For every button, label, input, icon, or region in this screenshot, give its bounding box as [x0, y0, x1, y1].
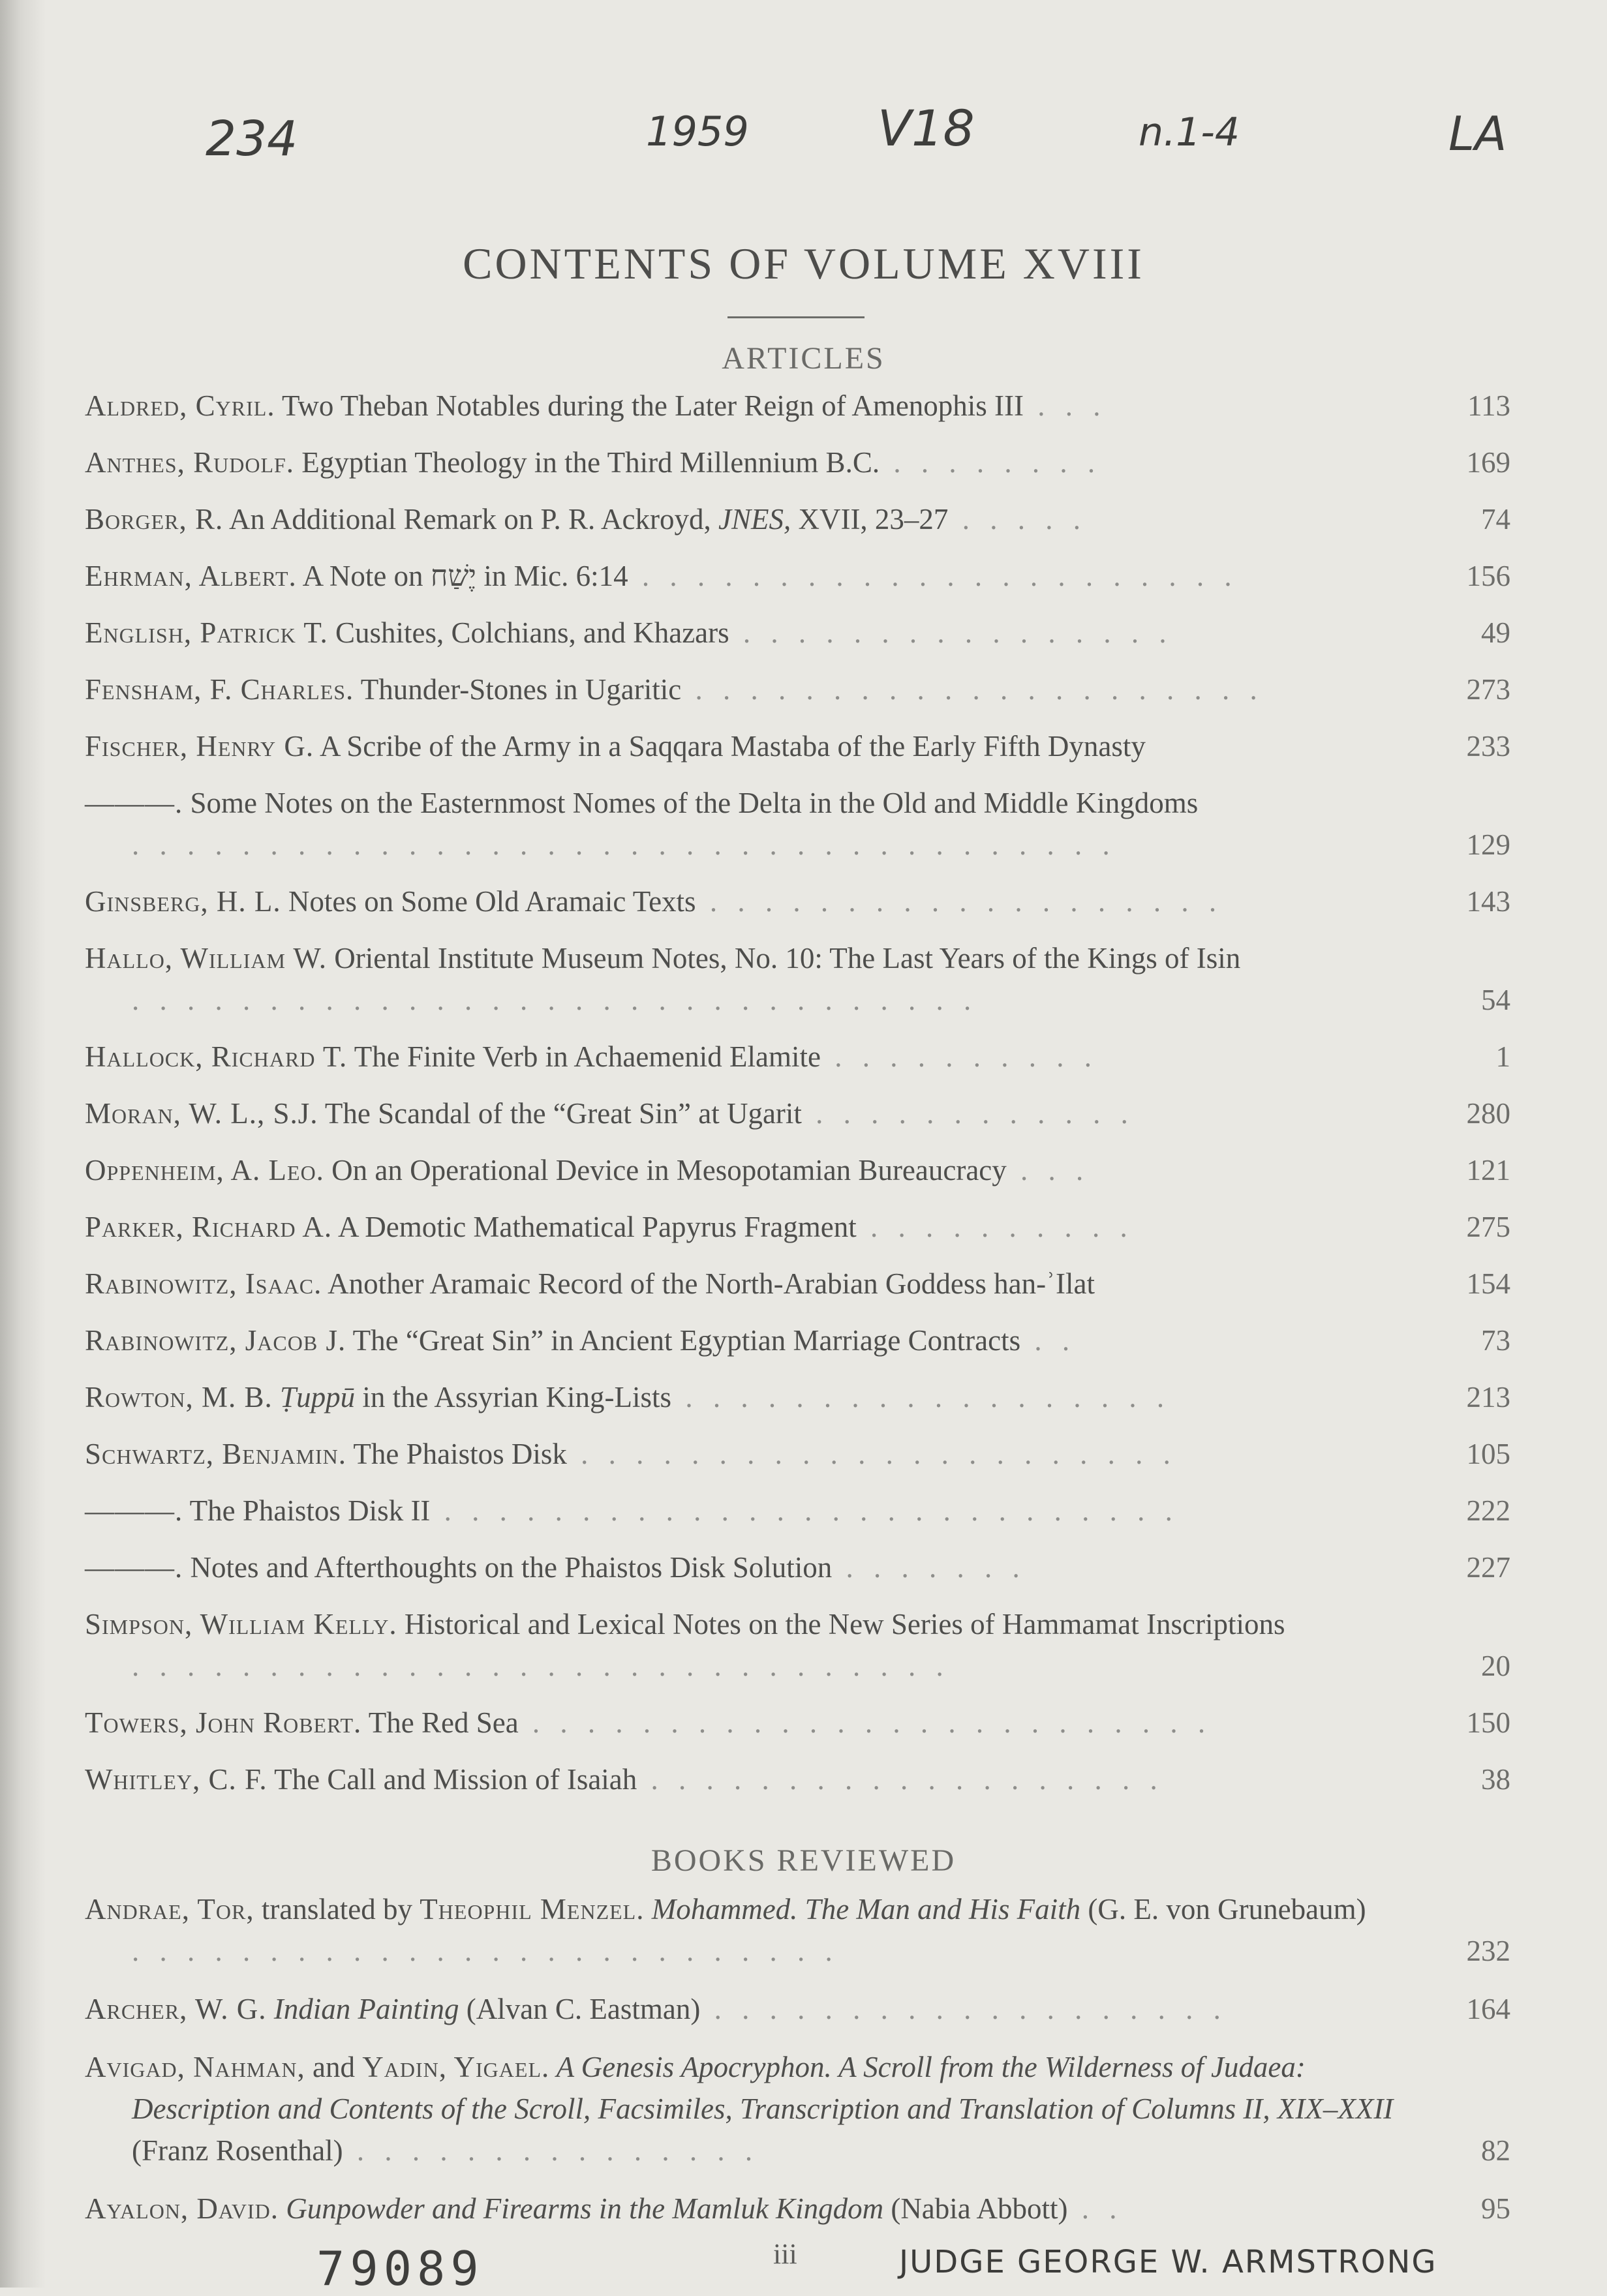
leader-dots: . . . [1024, 389, 1107, 422]
book-entry [85, 1888, 1510, 1972]
entry-author: Schwartz, Benjamin. [85, 1438, 346, 1470]
entry-author: Archer, W. G. [85, 1993, 267, 2025]
article-entry [85, 498, 1510, 540]
leader-dots: . . . . . . . . . . . . . . . . . . . . . . . . . [518, 1706, 1212, 1739]
leader-dots: . . . . . . . . . . . . . . . . . . [671, 1381, 1171, 1413]
entry-title: The Red Sea [361, 1706, 519, 1739]
entry-page: 143 [1466, 885, 1510, 918]
entry-title-part: in the Assyrian King-Lists [355, 1381, 672, 1413]
entry-author: Rabinowitz, Isaac. [85, 1267, 322, 1300]
entry-title: Historical and Lexical Notes on the New Series of Hammamat Inscriptions [397, 1608, 1285, 1640]
book-title: Mohammed. The Man and His Faith [644, 1893, 1081, 1926]
leader-dots: . . [1067, 2192, 1124, 2225]
entry-page: 169 [1466, 446, 1510, 479]
leader-dots: . . . [1006, 1154, 1090, 1186]
entry-title: Some Notes on the Easternmost Nomes of the Delta in the Old and Middle Kingdoms [183, 787, 1199, 819]
entry-title: Another Aramaic Record of the North-Arabian Goddess han-ʾIlat [322, 1267, 1095, 1300]
entry-page: 113 [1467, 389, 1510, 422]
entry-page: 129 [1466, 828, 1510, 861]
leader-dots: . . . . . . . . . . . . . . . . . . . [696, 885, 1223, 918]
leader-dots: . . . . . . . . . . . . . . . . . . . . . . [628, 560, 1238, 592]
entry-page: 54 [1481, 984, 1510, 1016]
page-number: iii [773, 2238, 797, 2270]
article-entry [85, 1702, 1510, 1744]
article-entry [85, 555, 1510, 597]
entry-title: Notes on Some Old Aramaic Texts [281, 885, 696, 918]
entry-author: Hallock, Richard T. [85, 1040, 348, 1073]
entry-author: Ehrman, Albert. [85, 560, 297, 592]
entry-page: 82 [1481, 2134, 1510, 2167]
entry-title: On an Operational Device in Mesopotamian Bureaucracy [324, 1154, 1007, 1186]
entry-page: 280 [1466, 1097, 1510, 1130]
article-entry [85, 669, 1510, 710]
entry-author: Rabinowitz, Jacob J. [85, 1324, 346, 1357]
entry-connector: translated by [254, 1893, 420, 1926]
book-entry [85, 2046, 1510, 2171]
book-entry [85, 1988, 1510, 2030]
entry-title: A Note on יֶשַׁח in Mic. 6:14 [296, 560, 628, 592]
leader-dots: . . . . . . . . [880, 446, 1102, 479]
entry-author: Ayalon, David. [85, 2192, 279, 2225]
reviewer: (G. E. von Grunebaum) [1080, 1893, 1366, 1926]
leader-dots: . . . . . . . . . . . . . . . . . . . . . . . . . . . . . . [132, 1650, 950, 1682]
article-entry [85, 1759, 1510, 1800]
entry-page: 233 [1466, 730, 1510, 763]
handwritten-note: LA [1448, 106, 1507, 161]
entry-author: Anthes, Rudolf. [85, 446, 295, 479]
entry-title: Thunder-Stones in Ugaritic [354, 673, 682, 706]
article-entry [85, 385, 1510, 427]
entry-author: Aldred, Cyril. [85, 389, 275, 422]
entry-author: Hallo, William W. [85, 942, 327, 974]
entry-author: Fensham, F. Charles. [85, 673, 354, 706]
leader-dots: . . . . . . . . . . . . [801, 1097, 1135, 1130]
leader-dots: . . . . . . . . . . . . . . . . [729, 616, 1173, 649]
entry-author: ———. [85, 1551, 183, 1584]
entry-title-part: XVII, 23–27 [791, 503, 949, 536]
article-entry [85, 1263, 1510, 1305]
entry-author: Fischer, Henry G. [85, 730, 314, 763]
entry-page: 121 [1466, 1154, 1510, 1186]
article-entry [85, 881, 1510, 922]
article-entry [85, 1603, 1510, 1687]
leader-dots: . . . . . . . . . . [820, 1040, 1098, 1073]
leader-dots: . . . . . . . . . . . . . . . [343, 2134, 759, 2167]
entry-author: Rowton, M. B. [85, 1381, 273, 1413]
entry-connector: and [305, 2051, 363, 2083]
entry-page: 38 [1481, 1763, 1510, 1796]
title-divider [727, 316, 865, 318]
leader-dots: . . . . . . . . . . . . . . . . . . . [700, 1993, 1227, 2025]
entry-page: 156 [1466, 560, 1510, 592]
article-entry [85, 1490, 1510, 1532]
library-stamp: JUDGE GEORGE W. ARMSTRONG [899, 2244, 1437, 2280]
entry-author: Avigad, Nahman, [85, 2051, 305, 2083]
entry-page: 1 [1495, 1040, 1510, 1073]
entry-page: 105 [1466, 1438, 1510, 1470]
leader-dots: . . . . . . . . . . . . . . . . . . . . . . [566, 1438, 1177, 1470]
leader-dots: . . . . . . . . . . . . . . . . . . . . . . . . . . . [430, 1494, 1179, 1527]
entry-page: 74 [1481, 503, 1510, 536]
leader-dots: . . . . . . . . . . . . . . . . . . . [637, 1763, 1164, 1796]
entry-page: 222 [1466, 1494, 1510, 1527]
entry-author: Towers, John Robert. [85, 1706, 362, 1739]
handwritten-note: 234 [206, 111, 298, 167]
entry-title: Two Theban Notables during the Later Reign of Amenophis III [275, 389, 1024, 422]
entry-title: The Call and Mission of Isaiah [267, 1763, 637, 1796]
leader-dots: . . [1020, 1324, 1077, 1357]
book-title: Gunpowder and Firearms in the Mamluk Kingdom [279, 2192, 884, 2225]
leader-dots: . . . . . [948, 503, 1087, 536]
entry-title: A Scribe of the Army in a Saqqara Mastaba of the Early Fifth Dynasty [314, 730, 1146, 763]
entry-title-part: An Additional Remark on P. R. Ackroyd, [223, 503, 718, 536]
entry-page: 227 [1466, 1551, 1510, 1584]
book-entry [85, 2188, 1510, 2229]
entry-author: Simpson, William Kelly. [85, 1608, 397, 1640]
entry-title: The Scandal of the “Great Sin” at Ugarit [318, 1097, 802, 1130]
article-entry [85, 1433, 1510, 1475]
leader-dots: . . . . . . . . . . . . . . . . . . . . . . . . . . [132, 1935, 839, 1967]
entry-page: 273 [1466, 673, 1510, 706]
entry-page: 95 [1481, 2192, 1510, 2225]
article-entry [85, 1149, 1510, 1191]
entry-page: 154 [1466, 1267, 1510, 1300]
article-entry [85, 725, 1510, 767]
entry-title-italic: Ṭuppū [280, 1381, 356, 1413]
entry-title: Cushites, Colchians, and Khazars [328, 616, 729, 649]
entry-title-part [273, 1381, 280, 1413]
entry-page: 164 [1466, 1993, 1510, 2025]
entry-author: Andrae, Tor, [85, 1893, 254, 1926]
article-entry [85, 782, 1510, 866]
section-heading-books-reviewed: BOOKS REVIEWED [650, 1843, 957, 1878]
entry-author: Parker, Richard A. [85, 1211, 333, 1243]
leader-dots: . . . . . . . . . . [856, 1211, 1134, 1243]
entry-title: Notes and Afterthoughts on the Phaistos Disk Solution [183, 1551, 833, 1584]
article-entry [85, 1036, 1510, 1078]
handwritten-annotations [0, 0, 1607, 209]
handwritten-note: V18 [878, 99, 975, 157]
entry-author: English, Patrick T. [85, 616, 328, 649]
entry-author: Ginsberg, H. L. [85, 885, 281, 918]
entry-title: The Finite Verb in Achaemenid Elamite [347, 1040, 821, 1073]
entry-title: Egyptian Theology in the Third Millennium B.C. [294, 446, 880, 479]
journal-abbreviation: JNES, [718, 503, 791, 536]
entry-page: 49 [1481, 616, 1510, 649]
entry-author: Oppenheim, A. Leo. [85, 1154, 324, 1186]
article-entry [85, 612, 1510, 654]
entry-coauthor: Yadin, Yigael. [362, 2051, 550, 2083]
reviewer: (Alvan C. Eastman) [459, 1993, 701, 2025]
entry-title: The “Great Sin” in Ancient Egyptian Marriage Contracts [346, 1324, 1021, 1357]
book-title: Indian Painting [266, 1993, 459, 2025]
handwritten-note: n.1-4 [1139, 110, 1240, 155]
leader-dots: . . . . . . . . . . . . . . . . . . . . . [681, 673, 1264, 706]
entry-author: ———. [85, 787, 183, 819]
entry-author: Borger, R. [85, 503, 224, 536]
books-reviewed-list [85, 1888, 1510, 2246]
handwritten-note: 1959 [646, 108, 749, 155]
entry-translator: Theophil Menzel. [420, 1893, 645, 1926]
leader-dots: . . . . . . . [832, 1551, 1026, 1584]
entry-page: 20 [1481, 1650, 1510, 1682]
article-entry [85, 1093, 1510, 1134]
entry-title: A Demotic Mathematical Papyrus Fragment [332, 1211, 857, 1243]
reviewer: (Franz Rosenthal) [132, 2134, 343, 2167]
entry-title: Oriental Institute Museum Notes, No. 10: The Last Years of the Kings of Isin [326, 942, 1241, 974]
reviewer: (Nabia Abbott) [883, 2192, 1068, 2225]
entry-author: ———. [85, 1494, 183, 1527]
articles-list [85, 385, 1510, 1815]
entry-author: Moran, W. L., S.J. [85, 1097, 318, 1130]
leader-dots: . . . . . . . . . . . . . . . . . . . . . . . . . . . . . . . [132, 984, 978, 1016]
entry-title: The Phaistos Disk [346, 1438, 567, 1470]
entry-page: 213 [1466, 1381, 1510, 1413]
book-title: A Genesis Apocryphon. A Scroll from the Wilderness of Judaea: Description and Contents of the Scroll, Facsimiles, Transcription and Translation of Columns II, XIX–XXII [132, 2051, 1394, 2125]
entry-page: 73 [1481, 1324, 1510, 1357]
page-title: CONTENTS OF VOLUME XVIII [463, 239, 1144, 288]
accession-number: 79089 [316, 2241, 484, 2296]
article-entry [85, 1376, 1510, 1418]
entry-page: 232 [1466, 1935, 1510, 1967]
article-entry [85, 1320, 1510, 1361]
article-entry [85, 1547, 1510, 1588]
section-heading-articles: ARTICLES [722, 341, 885, 376]
entry-page: 150 [1466, 1706, 1510, 1739]
article-entry [85, 937, 1510, 1021]
leader-dots: . . . . . . . . . . . . . . . . . . . . . . . . . . . . . . . . . . . . [132, 828, 1116, 861]
article-entry [85, 442, 1510, 483]
entry-title: The Phaistos Disk II [183, 1494, 431, 1527]
entry-page: 275 [1466, 1211, 1510, 1243]
entry-author: Whitley, C. F. [85, 1763, 268, 1796]
article-entry [85, 1206, 1510, 1248]
